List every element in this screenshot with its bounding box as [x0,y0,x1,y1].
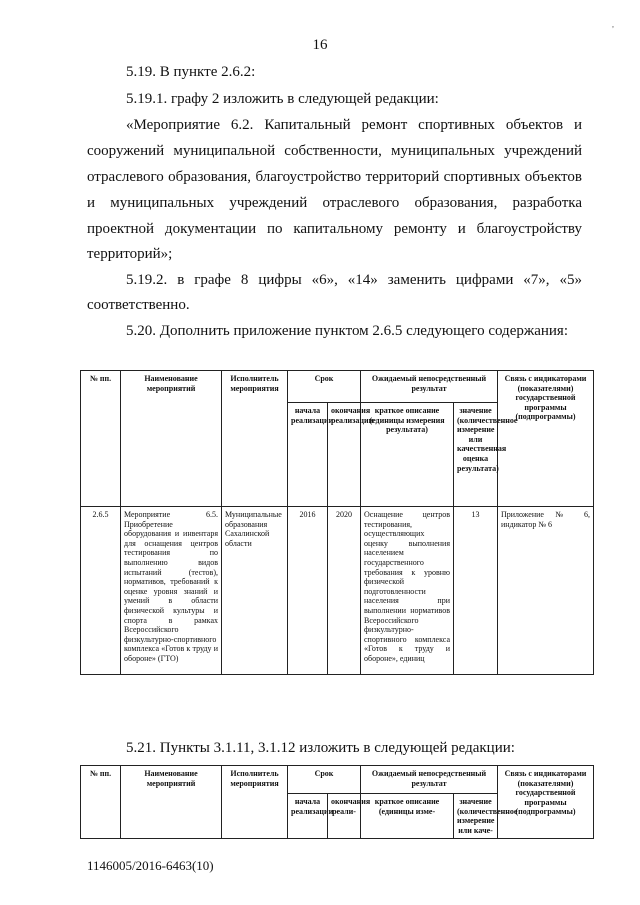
quote-line-5: проектной документации по капитальному ремонту и благоустройству [87,221,582,237]
cell-executor: Муниципальные образования Сахалинской области [222,507,288,675]
cell-value: 13 [454,507,498,675]
paragraph-5-19-2-cont: соответственно. [87,297,190,313]
header-value: значение (количественное измерение или качественная оценка результата) [454,403,498,507]
cell-name: Мероприятие 6.5. Приобретение оборудования и инвентаря для оснащения центров тестирования по выполнению видов испытаний (тестов), нормативов, требований к оценке уровня знаний и умений в области физической культуры и спорта в рамках Всероссийского физкультурно-спортивного комплекса «Готов к труду и обороне» (ГТО) [121,507,222,675]
quote-line-1: «Мероприятие 6.2. Капитальный ремонт спортивных объектов и [126,117,582,133]
header-term: Срок [288,371,361,403]
quote-line-2: сооружений муниципальной собственности, муниципальных учреждений [87,143,582,159]
measures-table-2 [80,765,594,839]
header-num: № пп. [81,766,121,839]
cell-end: 2020 [328,507,361,675]
quote-last-line: территорий»; [87,246,173,262]
paragraph-5-19: 5.19. В пункте 2.6.2: [126,64,256,80]
document-code: 1146005/2016-6463(10) [87,858,214,873]
header-link: Связь с индикаторами (показателями) государственной программы (подпрограммы) [498,766,594,839]
quote-line-4: и муниципальных учреждений отраслевого образования, разработка [87,195,582,211]
cell-link: Приложение № 6, индикатор № 6 [498,507,594,675]
paragraph-5-20: 5.20. Дополнить приложение пунктом 2.6.5 следующего содержания: [126,323,568,339]
corner-mark: , [612,20,614,29]
cell-start: 2016 [288,507,328,675]
header-num: № пп. [81,371,121,507]
quote-line-3: отраслевого образования, благоустройство территорий спортивных объектов [87,169,582,185]
header-end: окончания реализации [328,403,361,507]
header-name: Наименование мероприятий [121,371,222,507]
header-executor: Исполнитель мероприятия [222,371,288,507]
header-short: краткое описание (единицы измерения результата) [361,403,454,507]
paragraph-5-19-1: 5.19.1. графу 2 изложить в следующей редакции: [126,91,439,107]
header-start: начала реализации [288,403,328,507]
header-start: начала реализации [288,794,328,839]
header-short: краткое описание (единицы изме- [361,794,454,839]
cell-num: 2.6.5 [81,507,121,675]
header-link: Связь с индикаторами (показателями) государственной программы (подпрограммы) [498,371,594,507]
header-term: Срок [288,766,361,794]
header-expected: Ожидаемый непосредственный результат [361,766,498,794]
page-number: 16 [312,37,328,53]
header-expected: Ожидаемый непосредственный результат [361,371,498,403]
header-executor: Исполнитель мероприятия [222,766,288,839]
header-name: Наименование мероприятий [121,766,222,839]
header-value: значение (количественное измерение или каче- [454,794,498,839]
table-row [81,507,594,675]
cell-short: Оснащение центров тестирования, осуществляющих оценку выполнения населением государственного требования к уровню физической подготовленности населения при выполнении нормативов Всероссийского физкультурно-спортивного комплекса «Готов к труду и обороне», единиц [361,507,454,675]
paragraph-5-19-2: 5.19.2. в графе 8 цифры «6», «14» заменить цифрами «7», «5» [126,272,582,288]
paragraph-5-21: 5.21. Пункты 3.1.11, 3.1.12 изложить в следующей редакции: [126,740,515,756]
header-end: окончания реали- [328,794,361,839]
measures-table-1 [80,370,594,675]
